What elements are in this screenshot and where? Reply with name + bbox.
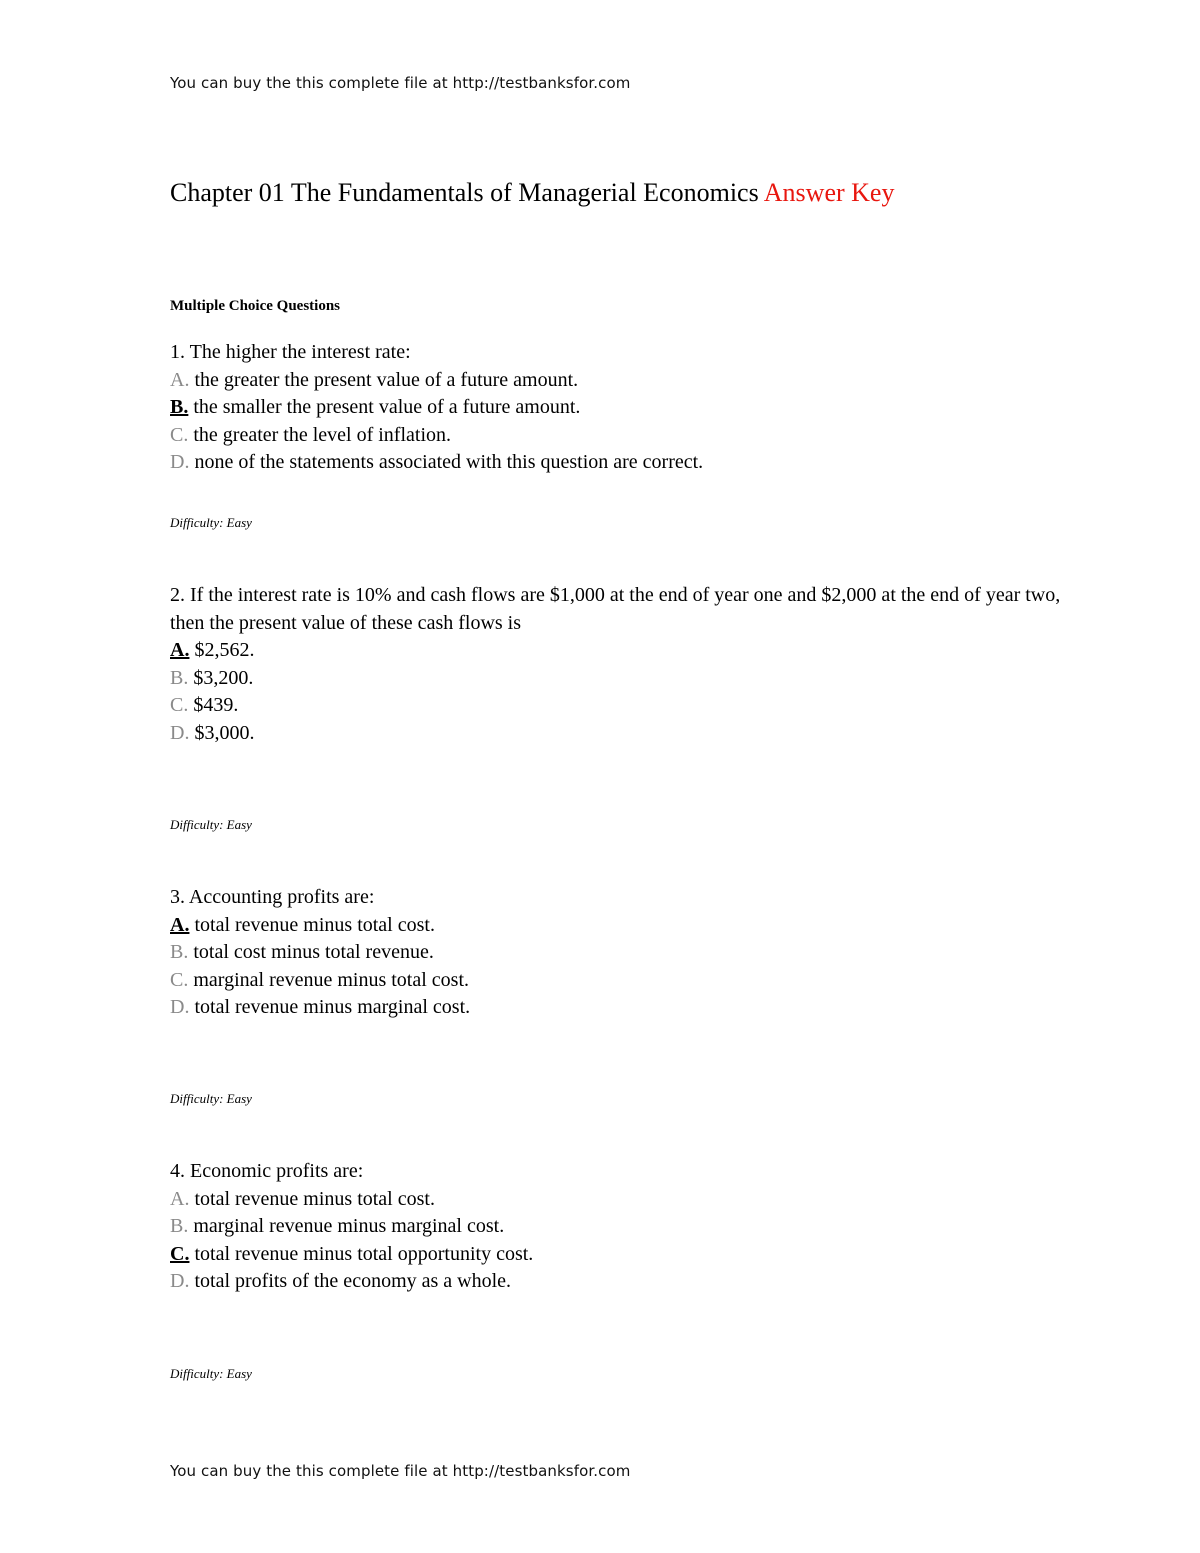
option-text: total revenue minus total cost. [189,1187,435,1210]
question-2 [170,582,1070,747]
option-c-correct [170,1241,1070,1269]
difficulty-label: Difficulty: Easy [170,1091,252,1106]
option-letter: C. [170,1242,190,1265]
question-4 [170,1158,1070,1296]
question-3 [170,884,1070,1022]
page-header: You can buy the this complete file at http://testbanksfor.com [170,74,631,92]
option-text: $3,200. [188,666,254,689]
option-b [170,939,1070,967]
option-text: total revenue minus total cost. [189,913,435,936]
option-text: the greater the level of inflation. [188,423,452,446]
page-footer: You can buy the this complete file at http://testbanksfor.com [170,1462,631,1480]
question-stem: 4. Economic profits are: [170,1160,364,1182]
question-stem: 3. Accounting profits are: [170,886,375,908]
option-letter: C. [170,423,189,446]
option-letter: C. [170,694,189,716]
option-text: marginal revenue minus marginal cost. [188,1215,505,1237]
option-a-correct [170,637,1070,665]
option-text: total cost minus total revenue. [188,941,434,963]
option-b [170,665,1070,693]
option-c [170,692,1070,720]
option-text: $3,000. [189,721,255,744]
option-b [170,1213,1070,1241]
option-text: the smaller the present value of a future amount. [188,396,581,418]
difficulty-label: Difficulty: Easy [170,1366,252,1381]
option-text: total revenue minus marginal cost. [189,996,471,1018]
option-c [170,967,1070,995]
option-letter: A. [170,368,190,391]
option-letter: B. [170,1215,189,1237]
option-letter: D. [170,721,190,744]
option-letter: A. [170,639,190,661]
option-a [170,367,1070,395]
option-b-correct [170,394,1070,422]
title-answer-key: Answer Key [763,178,895,207]
option-a-correct [170,912,1070,940]
option-letter: A. [170,913,190,936]
section-heading: Multiple Choice Questions [170,298,341,314]
option-letter: D. [170,451,190,473]
question-stem: 2. If the interest rate is 10% and cash flows are $1,000 at the end of year one and $2,000 at the end of year two, then the present value of these cash flows is [170,584,1061,634]
option-d [170,1268,1070,1296]
page-title [170,178,894,208]
option-text: none of the statements associated with this question are correct. [189,451,704,473]
option-d [170,720,1070,748]
option-letter: B. [170,396,189,418]
question-1 [170,339,1070,477]
question-stem: 1. The higher the interest rate: [170,341,411,363]
option-letter: A. [170,1187,190,1210]
option-letter: D. [170,996,190,1018]
option-a [170,1186,1070,1214]
difficulty-label: Difficulty: Easy [170,515,252,530]
option-d [170,994,1070,1022]
option-c [170,422,1070,450]
option-text: total profits of the economy as a whole. [189,1270,512,1292]
option-text: the greater the present value of a future amount. [189,368,579,391]
option-letter: D. [170,1270,190,1292]
option-d [170,449,1070,477]
title-main: Chapter 01 The Fundamentals of Managerial Economics [170,178,759,207]
option-text: marginal revenue minus total cost. [188,968,470,991]
option-text: $2,562. [189,639,255,661]
difficulty-label: Difficulty: Easy [170,817,252,832]
option-letter: B. [170,666,189,689]
option-text: $439. [188,694,239,716]
option-letter: C. [170,968,189,991]
option-text: total revenue minus total opportunity cost. [189,1242,534,1265]
option-letter: B. [170,941,189,963]
